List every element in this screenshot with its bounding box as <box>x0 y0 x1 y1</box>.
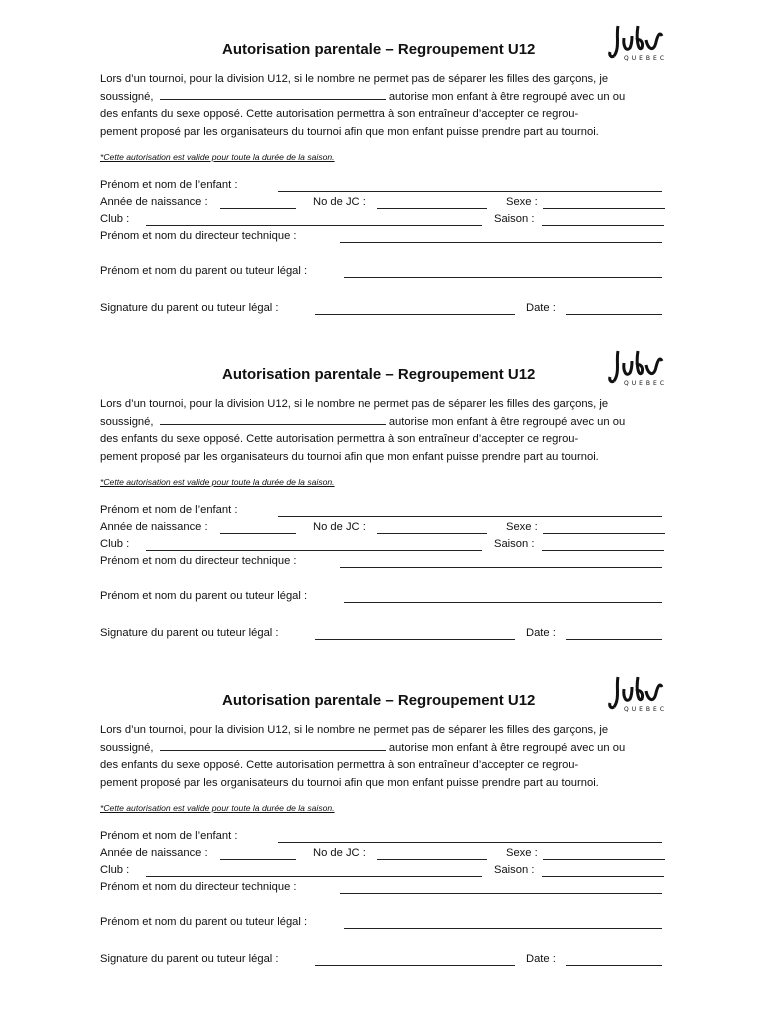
parent-name-label: Prénom et nom du parent ou tuteur légal : <box>100 265 308 277</box>
jc-number-field[interactable] <box>377 859 487 860</box>
technical-director-label: Prénom et nom du directeur technique : <box>100 555 297 567</box>
authorization-paragraph <box>100 722 671 792</box>
birth-year-label: Année de naissance : <box>100 196 208 208</box>
paragraph-line-end: autorise mon enfant à être regroupé avec un ou <box>388 90 626 103</box>
judo-quebec-logo <box>608 22 670 62</box>
paragraph-line <box>100 414 671 432</box>
undersigned-name-blank[interactable] <box>160 89 386 100</box>
club-season-row <box>100 538 670 554</box>
authorization-form-1 <box>0 0 770 326</box>
signature-field[interactable] <box>315 314 515 315</box>
signature-label: Signature du parent ou tuteur légal : <box>100 302 279 314</box>
undersigned-name-blank[interactable] <box>160 740 386 751</box>
validity-note: *Cette autorisation est valide pour toute la durée de la saison. <box>100 477 335 487</box>
signature-field[interactable] <box>315 639 515 640</box>
sex-label: Sexe : <box>506 196 538 208</box>
child-name-row <box>100 179 670 195</box>
birth-jc-sex-row <box>100 521 670 537</box>
parent-name-label: Prénom et nom du parent ou tuteur légal : <box>100 916 308 928</box>
authorization-form-2 <box>0 325 770 651</box>
paragraph-line: Lors d’un tournoi, pour la division U12, si le nombre ne permet pas de séparer les filles des garçons, je <box>100 73 609 85</box>
paragraph-line: pement proposé par les organisateurs du tournoi afin que mon enfant puisse prendre part au tournoi. <box>100 125 599 138</box>
jc-number-field[interactable] <box>377 533 487 534</box>
technical-director-field[interactable] <box>340 893 662 894</box>
parent-name-row <box>100 590 670 606</box>
club-season-row <box>100 864 670 880</box>
technical-director-field[interactable] <box>340 242 662 243</box>
signature-field[interactable] <box>315 965 515 966</box>
birth-year-field[interactable] <box>220 533 296 534</box>
jc-number-label: No de JC : <box>313 196 366 208</box>
technical-director-label: Prénom et nom du directeur technique : <box>100 881 297 893</box>
signature-date-row <box>100 953 670 969</box>
birth-year-field[interactable] <box>220 208 296 209</box>
signature-date-row <box>100 627 670 643</box>
technical-director-row <box>100 555 670 571</box>
parent-name-field[interactable] <box>344 277 662 278</box>
child-name-row <box>100 504 670 520</box>
jc-number-label: No de JC : <box>313 521 366 533</box>
child-name-field[interactable] <box>278 191 662 192</box>
club-label: Club : <box>100 538 130 550</box>
date-label: Date : <box>526 627 556 639</box>
sex-field[interactable] <box>543 208 665 209</box>
club-field[interactable] <box>146 550 482 551</box>
svg-text:QUEBEC: QUEBEC <box>624 55 668 62</box>
paragraph-line: des enfants du sexe opposé. Cette autorisation permettra à son entraîneur d’accepter ce regrou- <box>100 108 579 121</box>
season-label: Saison : <box>494 213 535 225</box>
authorization-form-3 <box>0 651 770 977</box>
form-title: Autorisation parentale – Regroupement U12 <box>222 692 536 709</box>
season-field[interactable] <box>542 550 664 551</box>
date-label: Date : <box>526 302 556 314</box>
judo-quebec-logo <box>608 347 670 387</box>
paragraph-line <box>100 89 671 107</box>
paragraph-line <box>100 740 671 758</box>
form-title: Autorisation parentale – Regroupement U12 <box>222 366 536 383</box>
season-field[interactable] <box>542 225 664 226</box>
svg-text:QUEBEC: QUEBEC <box>624 380 668 387</box>
paragraph-line: pement proposé par les organisateurs du tournoi afin que mon enfant puisse prendre part au tournoi. <box>100 450 599 463</box>
sex-label: Sexe : <box>506 847 538 859</box>
parent-name-row <box>100 916 670 932</box>
sex-field[interactable] <box>543 859 665 860</box>
form-title: Autorisation parentale – Regroupement U12 <box>222 41 536 58</box>
birth-year-field[interactable] <box>220 859 296 860</box>
technical-director-row <box>100 230 670 246</box>
authorization-paragraph <box>100 396 671 466</box>
paragraph-line: des enfants du sexe opposé. Cette autorisation permettra à son entraîneur d’accepter ce regrou- <box>100 433 579 446</box>
parent-name-field[interactable] <box>344 928 662 929</box>
date-field[interactable] <box>566 639 662 640</box>
paragraph-line: Lors d’un tournoi, pour la division U12, si le nombre ne permet pas de séparer les filles des garçons, je <box>100 398 609 410</box>
parent-name-field[interactable] <box>344 602 662 603</box>
club-season-row <box>100 213 670 229</box>
birth-year-label: Année de naissance : <box>100 847 208 859</box>
parent-name-row <box>100 265 670 281</box>
signature-date-row <box>100 302 670 318</box>
soussigne-label: soussigné, <box>100 90 154 103</box>
child-name-label: Prénom et nom de l’enfant : <box>100 179 238 191</box>
sex-label: Sexe : <box>506 521 538 533</box>
sex-field[interactable] <box>543 533 665 534</box>
child-name-field[interactable] <box>278 842 662 843</box>
date-field[interactable] <box>566 965 662 966</box>
signature-label: Signature du parent ou tuteur légal : <box>100 953 279 965</box>
validity-note: *Cette autorisation est valide pour toute la durée de la saison. <box>100 803 335 813</box>
child-name-row <box>100 830 670 846</box>
soussigne-label: soussigné, <box>100 741 154 754</box>
club-field[interactable] <box>146 876 482 877</box>
child-name-label: Prénom et nom de l’enfant : <box>100 830 238 842</box>
birth-jc-sex-row <box>100 196 670 212</box>
club-label: Club : <box>100 864 130 876</box>
technical-director-row <box>100 881 670 897</box>
paragraph-line: des enfants du sexe opposé. Cette autorisation permettra à son entraîneur d’accepter ce regrou- <box>100 759 579 772</box>
technical-director-field[interactable] <box>340 567 662 568</box>
svg-text:QUEBEC: QUEBEC <box>624 706 668 713</box>
season-label: Saison : <box>494 864 535 876</box>
jc-number-label: No de JC : <box>313 847 366 859</box>
technical-director-label: Prénom et nom du directeur technique : <box>100 230 297 242</box>
parent-name-label: Prénom et nom du parent ou tuteur légal : <box>100 590 308 602</box>
jc-number-field[interactable] <box>377 208 487 209</box>
child-name-field[interactable] <box>278 516 662 517</box>
child-name-label: Prénom et nom de l’enfant : <box>100 504 238 516</box>
undersigned-name-blank[interactable] <box>160 414 386 425</box>
date-field[interactable] <box>566 314 662 315</box>
birth-jc-sex-row <box>100 847 670 863</box>
paragraph-line: pement proposé par les organisateurs du tournoi afin que mon enfant puisse prendre part au tournoi. <box>100 776 599 789</box>
club-field[interactable] <box>146 225 482 226</box>
paragraph-line-end: autorise mon enfant à être regroupé avec un ou <box>388 741 626 754</box>
paragraph-line-end: autorise mon enfant à être regroupé avec un ou <box>388 415 626 428</box>
season-field[interactable] <box>542 876 664 877</box>
paragraph-line: Lors d’un tournoi, pour la division U12, si le nombre ne permet pas de séparer les filles des garçons, je <box>100 724 609 736</box>
date-label: Date : <box>526 953 556 965</box>
judo-quebec-logo <box>608 673 670 713</box>
club-label: Club : <box>100 213 130 225</box>
soussigne-label: soussigné, <box>100 415 154 428</box>
validity-note: *Cette autorisation est valide pour toute la durée de la saison. <box>100 152 335 162</box>
signature-label: Signature du parent ou tuteur légal : <box>100 627 279 639</box>
authorization-paragraph <box>100 71 671 141</box>
birth-year-label: Année de naissance : <box>100 521 208 533</box>
season-label: Saison : <box>494 538 535 550</box>
